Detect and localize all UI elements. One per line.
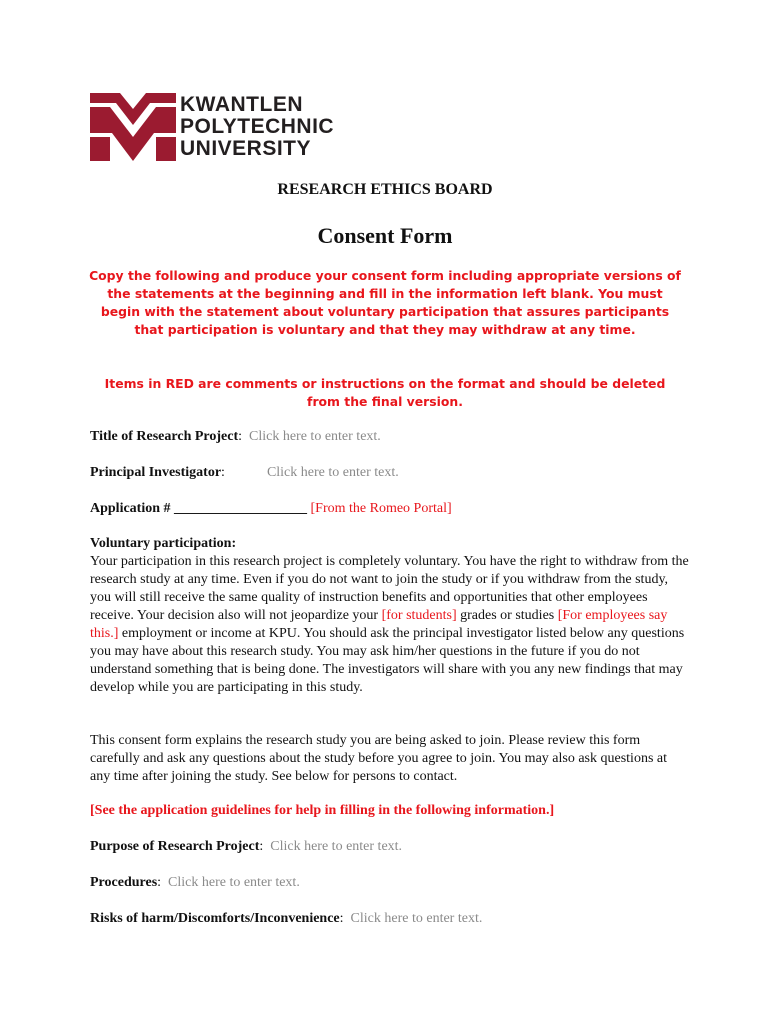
logo-wordmark bbox=[180, 94, 334, 160]
explain-paragraph: This consent form explains the research study you are being asked to join. Please review this form carefully and ask any questions about the study before you agree to join. You may also ask questions at any time after joining the study. See below for persons to contact. bbox=[90, 733, 667, 784]
note-students: [for students] bbox=[381, 608, 457, 623]
application-note: [From the Romeo Portal] bbox=[310, 501, 452, 516]
procedures-label: Procedures bbox=[90, 875, 158, 890]
page-title: Consent Form bbox=[317, 223, 453, 248]
field-application-label: Application # ___________________ bbox=[90, 501, 308, 516]
note-employees: [For employees say this.] bbox=[90, 608, 668, 641]
voluntary-text-b: grades or studies bbox=[460, 608, 555, 623]
purpose-label: Purpose of Research Project bbox=[90, 839, 260, 854]
pi-input[interactable]: Click here to enter text. bbox=[266, 465, 399, 480]
logo-line-2: POLYTECHNIC bbox=[180, 115, 335, 138]
voluntary-section bbox=[90, 535, 690, 697]
instruction-note-1: Copy the following and produce your consent form including appropriate versions of the statements at the beginning and fill in the information left blank. You must begin with the statement about voluntary participation that assures participants that participation is voluntary and that they may withdraw at any time. bbox=[89, 268, 681, 337]
field-title-row: Title of Research Project: Click here to enter text. bbox=[90, 429, 381, 444]
logo-line-1: KWANTLEN bbox=[180, 93, 303, 116]
kpu-logo bbox=[90, 93, 340, 165]
logo-line-3: UNIVERSITY bbox=[180, 137, 312, 160]
risks-input[interactable]: Click here to enter text. bbox=[350, 911, 483, 926]
voluntary-text-c: employment or income at KPU. You should ask the principal investigator listed below any questions you may have about this research study. You may ask him/her questions in the future if you do not understand something that is being done. The investigators will share with you any new findings that may develop while you are participating in this study. bbox=[90, 626, 685, 695]
risks-row: Risks of harm/Discomforts/Inconvenience: Click here to enter text. bbox=[90, 911, 483, 926]
field-pi-row: Principal Investigator: Click here to enter text. bbox=[90, 465, 399, 480]
title-input[interactable]: Click here to enter text. bbox=[249, 429, 381, 444]
instruction-note-2: Items in RED are comments or instructions on the format and should be deleted from the final version. bbox=[104, 376, 666, 409]
field-application-row bbox=[90, 500, 452, 518]
field-pi-label: Principal Investigator bbox=[90, 465, 222, 480]
voluntary-body bbox=[90, 553, 690, 697]
procedures-row: Procedures: Click here to enter text. bbox=[90, 875, 300, 890]
purpose-row: Purpose of Research Project: Click here to enter text. bbox=[90, 839, 403, 854]
voluntary-text-a: Your participation in this research project is completely voluntary. You have the right to withdraw from the research study at any time. Even if you do not want to join the study or if you withdraw from the study, you will still receive the same quality of instruction benefits and opportunities that other employees receive. Your decision also will not jeopardize your bbox=[90, 554, 689, 623]
kpu-k-mark-icon bbox=[90, 93, 176, 163]
procedures-input[interactable]: Click here to enter text. bbox=[168, 875, 300, 890]
guidelines-note: [See the application guidelines for help in filling in the following information.] bbox=[90, 803, 555, 818]
board-heading: RESEARCH ETHICS BOARD bbox=[277, 181, 493, 198]
purpose-input[interactable]: Click here to enter text. bbox=[270, 839, 403, 854]
field-title-label: Title of Research Project bbox=[90, 429, 239, 444]
risks-label: Risks of harm/Discomforts/Inconvenience bbox=[90, 911, 340, 926]
voluntary-heading: Voluntary participation: bbox=[90, 536, 237, 551]
